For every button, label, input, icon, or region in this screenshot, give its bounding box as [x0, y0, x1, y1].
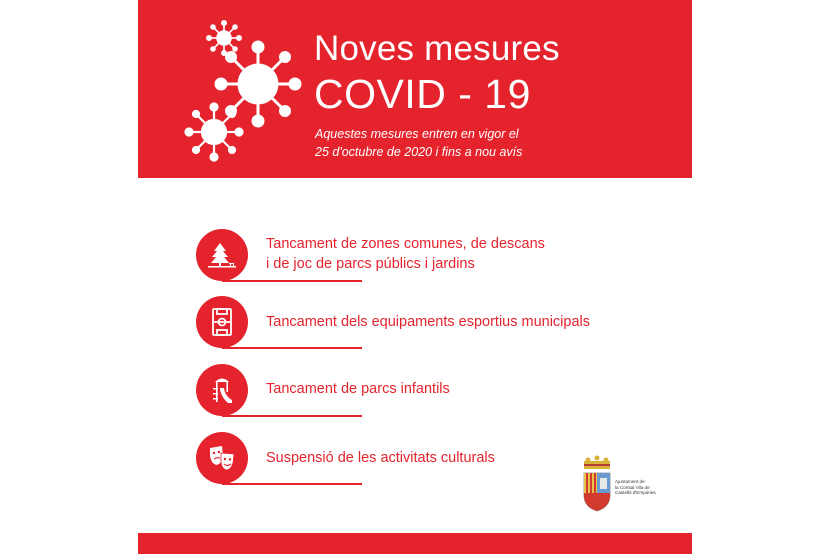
measure-item-sports — [196, 296, 656, 348]
measure-text: Tancament dels equipaments esportius municipals — [266, 314, 591, 330]
tree-icon — [208, 241, 236, 269]
subtitle — [315, 125, 585, 161]
measure-item-parks — [196, 229, 656, 281]
logo-line-2: la Comtal Vila de — [615, 484, 650, 490]
sports-field-icon — [208, 308, 236, 336]
measure-text — [266, 234, 545, 274]
measure-text: Tancament de parcs infantils — [266, 381, 450, 397]
measure-text: Suspensió de les activitats culturals — [266, 450, 495, 466]
municipal-logo-text — [615, 479, 685, 496]
measure-underline — [222, 347, 362, 349]
poster — [138, 0, 692, 554]
playground-slide-icon — [208, 376, 236, 404]
measure-icon-circle — [196, 364, 248, 416]
measure-text-line-2: i de joc de parcs públics i jardins — [266, 256, 475, 272]
logo-line-1: Ajuntament de — [615, 479, 645, 484]
subtitle-line-2: 25 d'octubre de 2020 i fins a nou avís — [315, 145, 523, 159]
measure-underline — [222, 483, 362, 485]
logo-line-3: Castelló d'Empúries — [615, 490, 656, 495]
virus-icon-medium — [182, 100, 246, 164]
theater-masks-icon — [208, 444, 236, 472]
measure-text-line-1: Tancament de zones comunes, de descans — [266, 236, 545, 252]
measure-underline — [222, 415, 362, 417]
measure-icon-circle — [196, 296, 248, 348]
subtitle-line-1: Aquestes mesures entren en vigor el — [315, 127, 519, 141]
measure-item-playgrounds — [196, 364, 656, 416]
measure-underline — [222, 280, 362, 282]
title-line-1: Noves mesures — [314, 29, 560, 68]
footer-bar — [138, 533, 692, 554]
measure-icon-circle — [196, 432, 248, 484]
title-line-2: COVID - 19 — [314, 71, 531, 117]
header-banner — [138, 0, 692, 178]
measure-icon-circle — [196, 229, 248, 281]
